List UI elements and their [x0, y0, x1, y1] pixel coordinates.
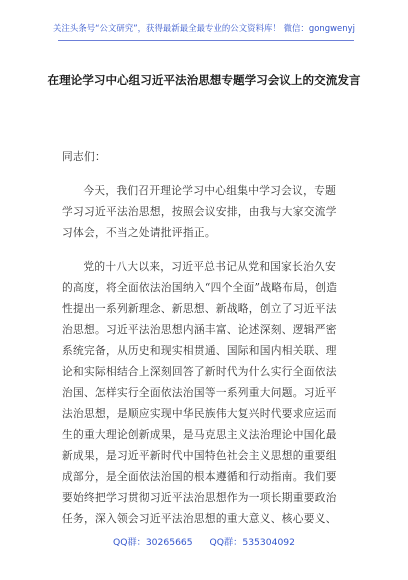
document-body: [62, 146, 346, 529]
footer-qq-group-1: QQ群：30265665: [113, 537, 193, 548]
header-notice: 关注头条号“公文研究”，获得最新最全最专业的公文资料库！ 微信：gongwenyj: [53, 23, 355, 33]
paragraph-1: 今天，我们召开理论学习中心组集中学习会议，专题学习习近平法治思想，按照会议安排，由我与大家交流学习体会，不当之处请批评指正。: [62, 184, 337, 239]
document-title: 在理论学习中心组习近平法治思想专题学习会议上的交流发言: [47, 73, 361, 87]
greeting: 同志们：: [62, 150, 106, 163]
header-divider: [58, 40, 354, 41]
footer-qq-group-2: QQ群：535304092: [209, 537, 295, 548]
paragraph-2: 党的十八大以来，习近平总书记从党和国家长治久安的高度，将全面依法治国纳入“四个全面”战略布局，创造性提出一系列新理念、新思想、新战略，创立了习近平法治思想。习近平法治思想内涵丰富、论述深刻、逻辑严密系统完备，从历史和现实相贯通、国际和国内相关联、理论和实际相结合上深刻回答了新时代为什么实行全面依法治国、怎样实行全面依法治国等一系列重大问题。习近平法治思想，是顺应实现中华民族伟大复兴时代要求应运而生的重大理论创新成果，是马克思主义法治理论中国化最新成果，是习近平新时代中国特色社会主义思想的重要组成部分，是全面依法治国的根本遵循和行动指南。我们要要始终把学习贯彻习近平法治思想作为一项长期重要政治任务，深入领会习近平法治思想的重大意义、核心要义、: [62, 260, 338, 525]
footer-contacts: [0, 534, 408, 548]
